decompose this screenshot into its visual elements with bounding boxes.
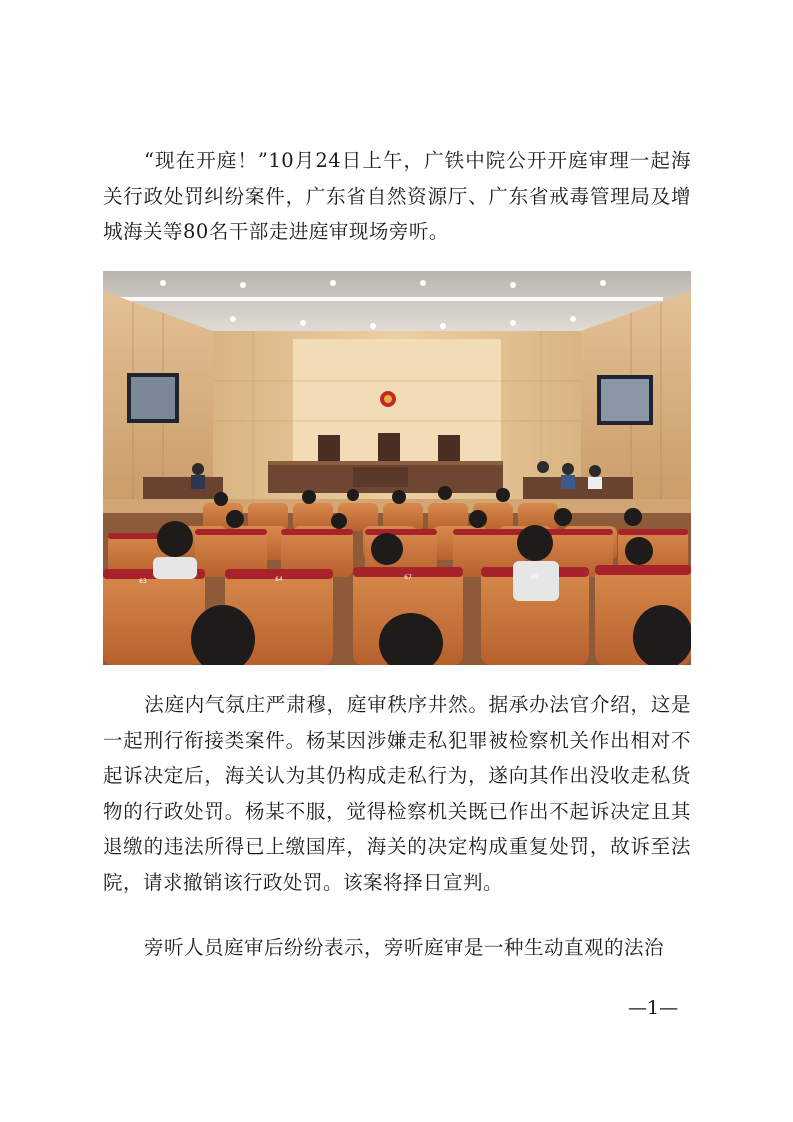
paragraph-intro [103,143,691,250]
svg-text:64: 64 [275,576,283,583]
paragraph-intro-text: “现在开庭！”10月24日上午，广铁中院公开开庭审理一起海关行政处罚纠纷案件，广东省自然资源厅、广东省戒毒管理局及增城海关等80名干部走进庭审现场旁听。 [103,149,691,243]
paragraph-case-description [103,687,691,900]
paragraph-feedback [103,930,691,966]
paragraph-feedback-text: 旁听人员庭审后纷纷表示，旁听庭审是一种生动直观的法治 [144,936,665,959]
courtroom-photo [103,271,691,665]
page-number: —1— [628,997,679,1019]
svg-text:67: 67 [404,574,412,581]
svg-text:69: 69 [531,574,539,581]
svg-text:63: 63 [139,578,147,585]
paragraph-case-description-text: 法庭内气氛庄严肃穆，庭审秩序井然。据承办法官介绍，这是一起刑行衔接类案件。杨某因涉嫌走私犯罪被检察机关作出相对不起诉决定后，海关认为其仍构成走私行为，遂向其作出没收走私货物的行政处罚。杨某不服，觉得检察机关既已作出不起诉决定且其退缴的违法所得已上缴国库，海关的决定构成重复处罚，故诉至法院，请求撤销该行政处罚。该案将择日宣判。 [103,693,691,894]
